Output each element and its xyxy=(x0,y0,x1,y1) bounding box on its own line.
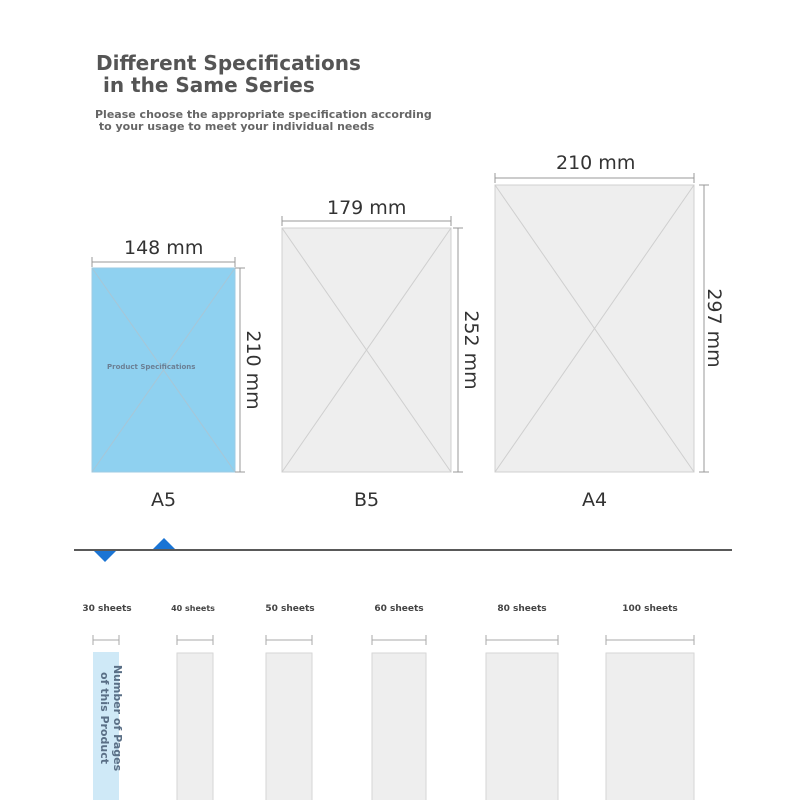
sheet-card-40[interactable] xyxy=(177,653,213,800)
sheet-card-50[interactable] xyxy=(266,653,312,800)
selected-marker-down-icon xyxy=(94,551,116,562)
sheet-dim-lines xyxy=(93,635,694,645)
page-title: Different Specifications in the Same Series xyxy=(96,51,361,97)
a4-width-label: 210 mm xyxy=(556,152,636,174)
sheet-label-80: 80 sheets xyxy=(497,604,547,614)
spec-name-a5: A5 xyxy=(151,489,177,511)
sheet-label-50: 50 sheets xyxy=(265,604,315,614)
a5-height-label: 210 mm xyxy=(242,330,264,410)
a5-width-label: 148 mm xyxy=(124,237,204,259)
b5-width-label: 179 mm xyxy=(327,197,407,219)
a4-height-label: 297 mm xyxy=(703,288,725,368)
sheet-label-40: 40 sheets xyxy=(171,604,215,613)
sheet-card-60[interactable] xyxy=(372,653,426,800)
spec-card-b5[interactable] xyxy=(282,228,451,472)
sheet-card-100[interactable] xyxy=(606,653,694,800)
sheet-label-30: 30 sheets xyxy=(82,604,132,614)
sheet-label-100: 100 sheets xyxy=(622,604,678,614)
sheet-card-80[interactable] xyxy=(486,653,558,800)
page-subtitle: Please choose the appropriate specification according to your usage to meet your individual needs xyxy=(95,108,432,133)
selected-marker-up-icon xyxy=(153,538,175,549)
pages-caption: Number of Pages of this Product xyxy=(98,664,124,772)
sheet-label-60: 60 sheets xyxy=(374,604,424,614)
b5-height-label: 252 mm xyxy=(460,310,482,390)
product-spec-label: Product Specifications xyxy=(107,363,196,371)
spec-name-b5: B5 xyxy=(354,489,380,511)
spec-name-a4: A4 xyxy=(582,489,608,511)
spec-card-a4[interactable] xyxy=(495,185,694,472)
